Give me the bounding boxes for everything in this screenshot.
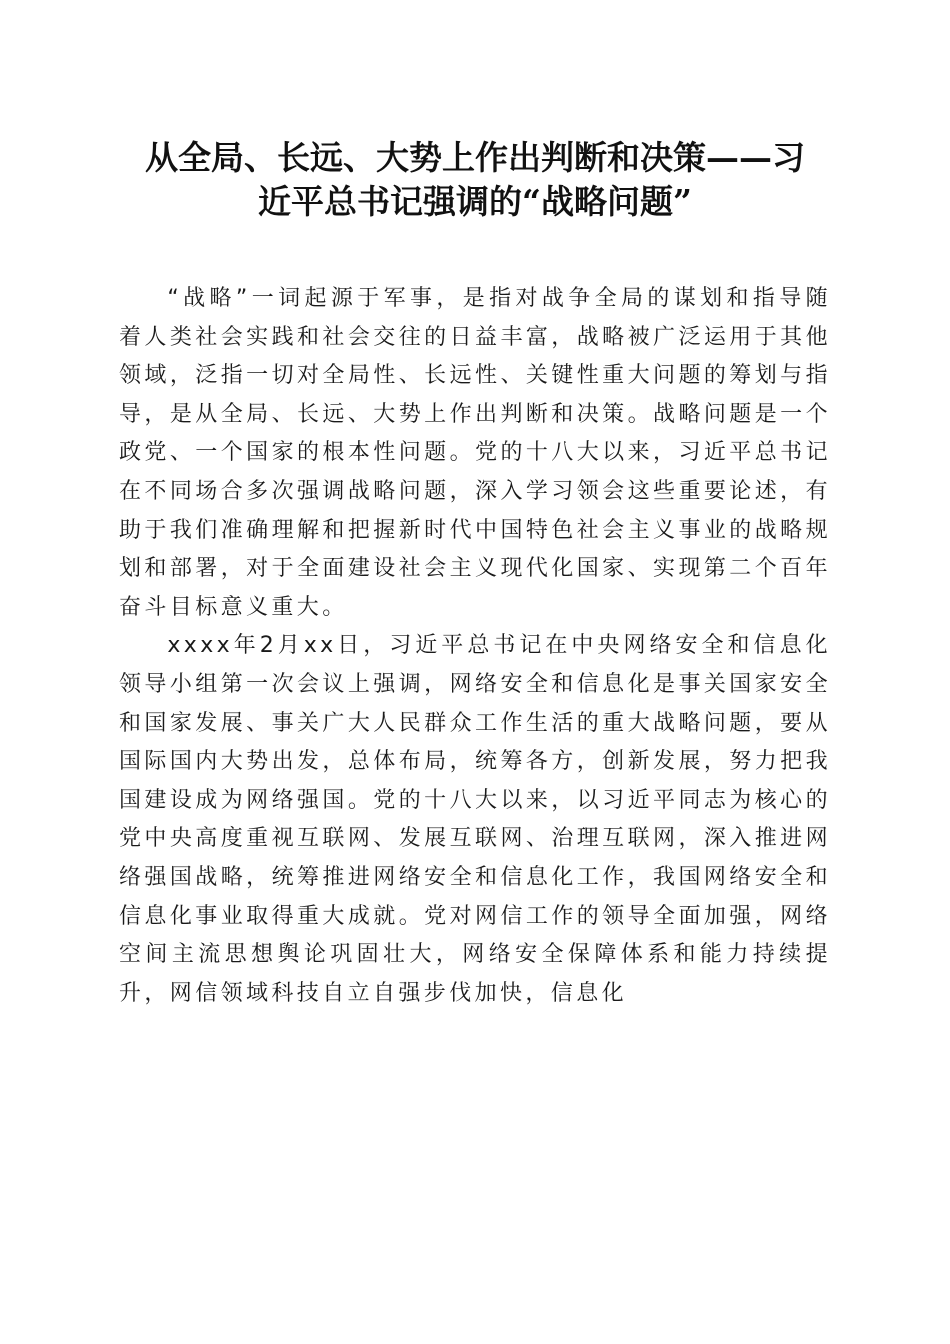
document-title [110,136,840,224]
title-line-1: 从全局、长远、大势上作出判断和决策——习 [145,138,805,177]
paragraph-2: xxxx年2月xx日，习近平总书记在中央网络安全和信息化领导小组第一次会议上强调，网络安全和信息化是事关国家安全和国家发展、事关广大人民群众工作生活的重大战略问题，要从国际国内大势出发，总体布局，统筹各方，创新发展，努力把我国建设成为网络强国。党的十八大以来，以习近平同志为核心的党中央高度重视互联网、发展互联网、治理互联网，深入推进网络强国战略，统筹推进网络安全和信息化工作，我国网络安全和信息化事业取得重大成就。党对网信工作的领导全面加强，网络空间主流思想舆论巩固壮大，网络安全保障体系和能力持续提升，网信领域科技自立自强步伐加快，信息化 [119,633,831,1006]
document-body [119,280,831,1013]
paragraph-1: “战略”一词起源于军事，是指对战争全局的谋划和指导随着人类社会实践和社会交往的日益丰富，战略被广泛运用于其他领域，泛指一切对全局性、长远性、关键性重大问题的筹划与指导，是从全局、长远、大势上作出判断和决策。战略问题是一个政党、一个国家的根本性问题。党的十八大以来，习近平总书记在不同场合多次强调战略问题，深入学习领会这些重要论述，有助于我们准确理解和把握新时代中国特色社会主义事业的战略规划和部署，对于全面建设社会主义现代化国家、实现第二个百年奋斗目标意义重大。 [119,286,831,620]
title-line-2: 近平总书记强调的“战略问题” [258,182,692,221]
